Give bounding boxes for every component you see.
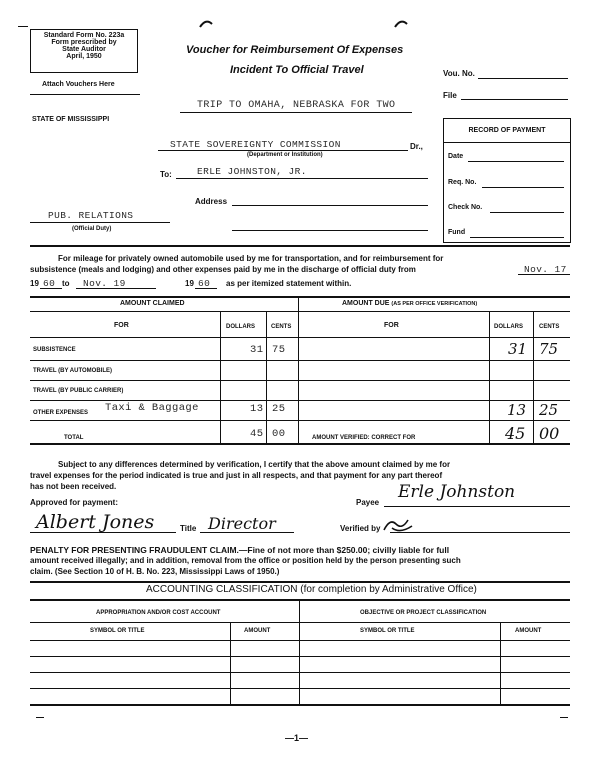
record-date-label: Date: [448, 153, 464, 160]
row-other-dollars: 13: [250, 403, 264, 415]
accounting-left-symbol: SYMBOL OR TITLE: [90, 628, 145, 634]
record-of-payment-title: RECORD OF PAYMENT: [468, 127, 546, 134]
department-value: STATE SOVEREIGNTY COMMISSION: [170, 139, 341, 150]
department-caption: (Department or Institution): [247, 152, 323, 158]
certify-line3: has not been received.: [30, 482, 117, 491]
state-label: STATE OF MISSISSIPPI: [32, 116, 110, 123]
form-number-box: [30, 29, 138, 73]
row-total-label: TOTAL: [64, 435, 84, 441]
approver-signature: Albert Jones: [36, 511, 155, 533]
due-dollars-header: DOLLARS: [494, 324, 523, 330]
row-total-cents: 00: [272, 428, 286, 440]
row-other-detail: Taxi & Baggage: [105, 402, 199, 414]
form-title-line2: Incident To Official Travel: [230, 64, 364, 76]
address-field[interactable]: [232, 205, 428, 206]
statement-tail: as per itemized statement within.: [226, 279, 352, 288]
form-date: April, 1950: [66, 53, 102, 60]
trip-description: TRIP TO OMAHA, NEBRASKA FOR TWO: [197, 100, 396, 111]
form-auditor: State Auditor: [62, 46, 106, 53]
accounting-title: ACCOUNTING CLASSIFICATION: [146, 584, 298, 595]
record-req-label: Req. No.: [448, 179, 477, 186]
corner-mark-bottom-right: [560, 717, 568, 718]
form-number: Standard Form No. 223a: [43, 32, 125, 39]
due-for-header: FOR: [384, 322, 399, 329]
due-other-dollars: 13: [507, 401, 527, 419]
form-prescribed: Form prescribed by: [51, 39, 117, 46]
accounting-left-header: APPROPRIATION AND/OR COST ACCOUNT: [96, 610, 221, 616]
approver-signature-line[interactable]: [30, 532, 176, 533]
statement-to: to: [62, 279, 70, 288]
accounting-right-header: OBJECTIVE OR PROJECT CLASSIFICATION: [360, 610, 487, 616]
row-subsistence-cents: 75: [272, 344, 286, 356]
due-other-cents: 25: [539, 401, 559, 419]
page-number: —1—: [285, 733, 309, 743]
file-field[interactable]: [461, 99, 568, 100]
row-travel-public-label: TRAVEL (BY PUBLIC CARRIER): [33, 388, 124, 394]
due-total-cents: 00: [539, 424, 560, 443]
payee-signature: Erle Johnston: [398, 482, 516, 502]
punch-hole-right-mark: [394, 18, 408, 28]
accounting-subtitle: (for completion by Administrative Office): [300, 584, 477, 595]
statement-year1: 60: [43, 278, 56, 289]
statement-year-prefix2: 19: [185, 279, 194, 288]
row-total-dollars: 45: [250, 428, 264, 440]
title-value: Director: [208, 514, 276, 533]
corner-mark-bottom-left: [36, 717, 44, 718]
claimed-for-header: FOR: [114, 322, 129, 329]
record-fund-label: Fund: [448, 229, 466, 236]
accounting-right-amount: AMOUNT: [515, 628, 542, 634]
payee-name: ERLE JOHNSTON, JR.: [197, 166, 307, 177]
row-other-cents: 25: [272, 403, 286, 415]
voucher-number-field[interactable]: [478, 78, 568, 79]
address-label: Address: [195, 197, 228, 206]
statement-year-prefix1: 19: [30, 279, 39, 288]
verified-label: Verified by: [340, 524, 381, 533]
certify-line1: Subject to any differences determined by verification, I certify that the above amount claimed by me for: [58, 460, 451, 469]
record-check-label: Check No.: [448, 204, 483, 211]
amount-claimed-header: AMOUNT CLAIMED: [120, 300, 185, 307]
statement-to-date: Nov. 19: [83, 278, 126, 289]
corner-mark-top-left: [18, 26, 28, 27]
penalty-line1: PENALTY FOR PRESENTING FRAUDULENT CLAIM.—Fine of not more than $250.00; civilly liable for full: [30, 545, 450, 555]
official-duty-value: PUB. RELATIONS: [48, 210, 134, 221]
section-rule: [30, 245, 570, 247]
to-label: To:: [160, 170, 172, 179]
statement-from-date: Nov. 17: [524, 264, 567, 275]
payee-label: Payee: [356, 498, 380, 507]
row-subsistence-dollars: 31: [250, 344, 264, 356]
penalty-line3: claim. (See Section 10 of H. B. No. 223, Mississippi Laws of 1950.): [30, 567, 280, 576]
due-cents-header: CENTS: [539, 324, 560, 330]
department-dr: Dr.,: [410, 142, 423, 151]
row-subsistence-label: SUBSISTENCE: [33, 347, 76, 353]
row-other-label: OTHER EXPENSES: [33, 410, 89, 416]
attach-vouchers-label: Attach Vouchers Here: [42, 81, 115, 88]
statement-line1: For mileage for privately owned automobile used by me for transportation, and for reimbursement for: [58, 254, 444, 263]
accounting-left-amount: AMOUNT: [244, 628, 271, 634]
verified-signature-line[interactable]: [390, 532, 570, 533]
amount-due-note: (AS PER OFFICE VERIFICATION): [391, 301, 478, 307]
amount-due-header: [342, 300, 477, 307]
approved-label: Approved for payment:: [30, 498, 119, 507]
claimed-cents-header: CENTS: [271, 324, 292, 330]
amount-verified-label: AMOUNT VERIFIED: CORRECT FOR: [312, 435, 416, 441]
claimed-dollars-header: DOLLARS: [226, 324, 255, 330]
form-title-line1: Voucher for Reimbursement Of Expenses: [186, 44, 404, 56]
accounting-title-row: [146, 584, 477, 595]
due-subsistence-cents: 75: [539, 340, 559, 358]
penalty-line2: amount received illegally; and in addition, removal from the office or position held by the person presenting such: [30, 556, 461, 565]
official-duty-caption: (Official Duty): [72, 226, 112, 232]
amount-due-title: AMOUNT DUE: [342, 300, 390, 307]
row-travel-auto-label: TRAVEL (BY AUTOMOBILE): [33, 368, 113, 374]
title-label: Title: [180, 524, 197, 533]
due-total-dollars: 45: [505, 424, 526, 443]
statement-year2: 60: [198, 278, 211, 289]
record-of-payment-box: [443, 118, 571, 243]
accounting-right-symbol: SYMBOL OR TITLE: [360, 628, 415, 634]
certify-line2: travel expenses for the period indicated is true and just in all respects, and that payment for any part thereof: [30, 471, 443, 480]
statement-line2: subsistence (meals and lodging) and other expenses paid by me in the discharge of official duty from: [30, 265, 416, 274]
payee-signature-line[interactable]: [384, 506, 570, 507]
due-subsistence-dollars: 31: [508, 340, 528, 358]
punch-hole-left-mark: [199, 18, 213, 28]
voucher-number-label: Vou. No.: [443, 69, 475, 78]
file-label: File: [443, 91, 457, 100]
